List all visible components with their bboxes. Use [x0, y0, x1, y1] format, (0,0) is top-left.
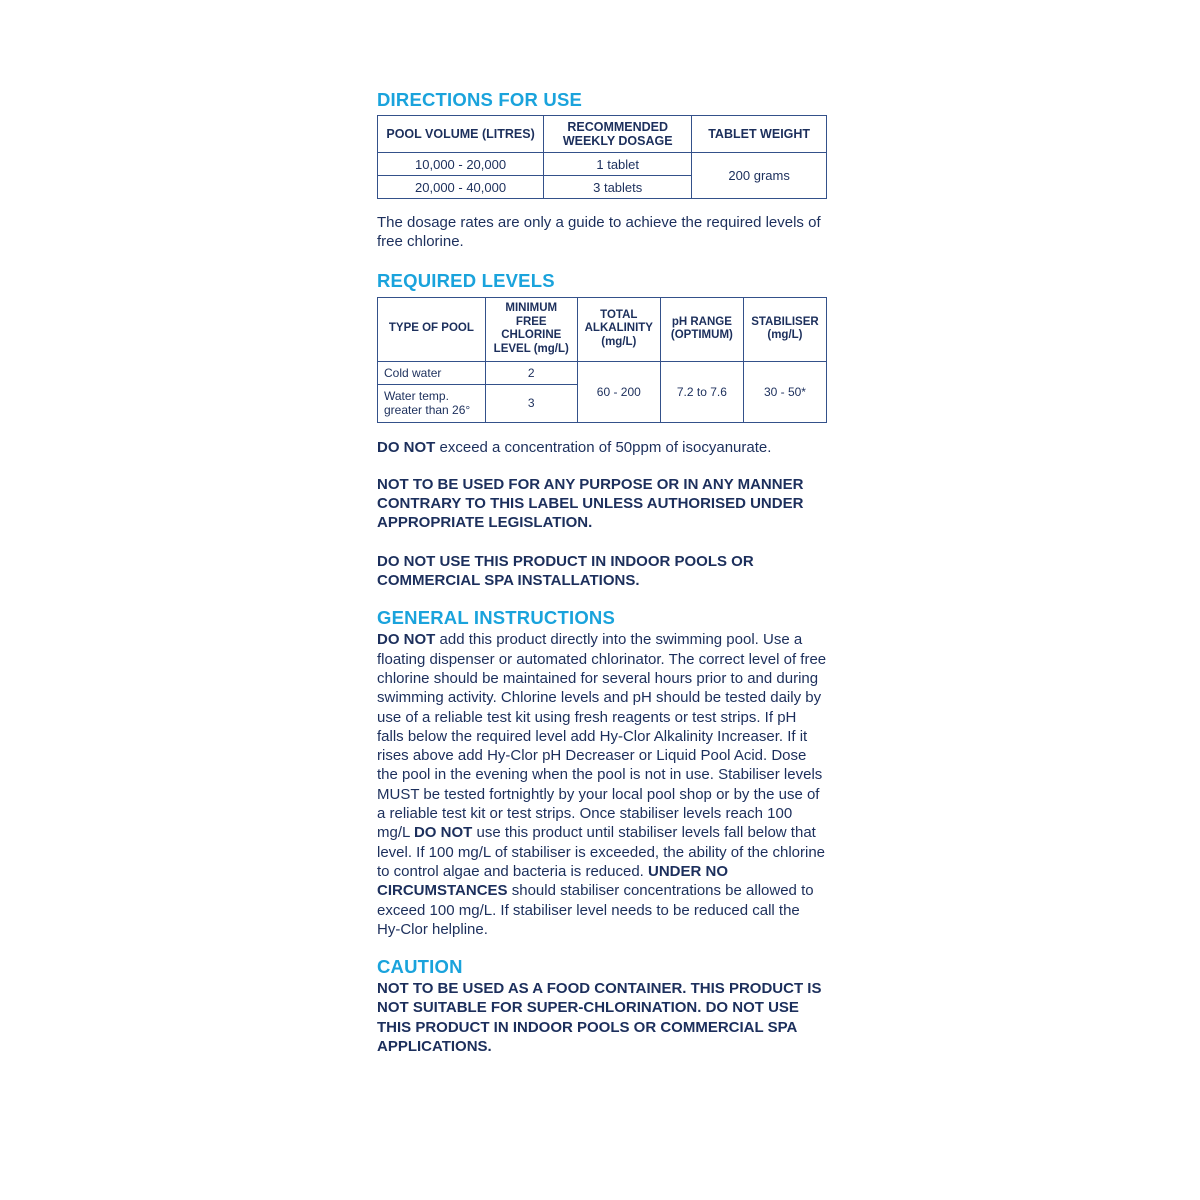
ph-range-header: pH RANGE (OPTIMUM): [660, 297, 743, 361]
do-not-emphasis: DO NOT: [413, 824, 473, 842]
instructions-text: add this product directly into the swimming pool. Use a floating dispenser or automated chlorinator. The correct level of free chlorine should be maintained for several hours prior to and during swimming activity. Chlorine levels and pH should be tested daily by use of a reliable test kit using fresh reagents or test strips. If pH falls below the required level add Hy-Clor Alkalinity Increaser. If it rises above add Hy-Clor pH Decreaser or Liquid Pool Acid. Dose the pool in the evening when the pool is not in use. Stabiliser levels MUST be tested fortnightly by your local pool shop or by the use of a reliable test kit or test strips. Once stabiliser levels reach 100 mg/L: [377, 631, 827, 842]
product-label: [377, 88, 827, 1056]
dosage-table: [377, 115, 827, 199]
required-levels-table: [377, 297, 827, 423]
general-instructions-heading: GENERAL INSTRUCTIONS: [377, 607, 616, 629]
pool-type-header: TYPE OF POOL: [378, 297, 486, 361]
general-instructions-text: [377, 630, 827, 939]
pool-volume-cell: 20,000 - 40,000: [378, 176, 544, 199]
chlorine-cell: 3: [485, 384, 577, 422]
alkalinity-cell: 60 - 200: [577, 361, 660, 422]
concentration-note: [377, 438, 827, 457]
caution-heading: CAUTION: [377, 956, 463, 978]
dosage-note: The dosage rates are only a guide to achieve the required levels of free chlorine.: [377, 214, 821, 251]
stabiliser-header: STABILISER (mg/L): [743, 297, 826, 361]
required-levels-header: [378, 297, 827, 361]
tablet-weight-cell: 200 grams: [692, 153, 827, 199]
alkalinity-header: TOTAL ALKALINITY (mg/L): [577, 297, 660, 361]
weekly-dosage-header: RECOMMENDED WEEKLY DOSAGE: [544, 116, 692, 153]
directions-heading: DIRECTIONS FOR USE: [377, 89, 583, 110]
pool-volume-header: POOL VOLUME (LITRES): [378, 116, 544, 153]
do-not-emphasis: DO NOT: [377, 438, 436, 456]
ph-range-cell: 7.2 to 7.6: [660, 361, 743, 422]
instructions-text: use this product until stabiliser levels fall below that level. If 100 mg/L of stabiliser is exceeded, the ability of the chlorine to control algae and bacteria is reduced.: [377, 824, 826, 880]
dosage-cell: 3 tablets: [544, 176, 692, 199]
dosage-table-header: [378, 116, 827, 153]
pool-type-cell: Water temp. greater than 26°: [378, 384, 486, 422]
tablet-weight-header: TABLET WEIGHT: [692, 116, 827, 153]
required-levels-heading: REQUIRED LEVELS: [377, 269, 555, 291]
dosage-cell: 1 tablet: [544, 153, 692, 176]
legislation-warning: NOT TO BE USED FOR ANY PURPOSE OR IN ANY MANNER CONTRARY TO THIS LABEL UNLESS AUTHORISED UNDER APPROPRIATE LEGISLATION.: [377, 475, 804, 532]
pool-volume-cell: 10,000 - 20,000: [378, 153, 544, 176]
concentration-text: exceed a concentration of 50ppm of isocyanurate.: [439, 438, 772, 456]
instructions-text: should stabiliser concentrations be allowed to exceed 100 mg/L. If stabiliser level needs to be reduced call the Hy-Clor helpline.: [377, 882, 814, 938]
under-no-circumstances-emphasis: UNDER NO CIRCUMSTANCES: [377, 862, 729, 900]
table-row: [378, 153, 827, 176]
pool-type-cell: Cold water: [378, 361, 486, 384]
do-not-emphasis: DO NOT: [377, 631, 436, 649]
indoor-warning: DO NOT USE THIS PRODUCT IN INDOOR POOLS OR COMMERCIAL SPA INSTALLATIONS.: [377, 552, 754, 590]
chlorine-cell: 2: [485, 361, 577, 384]
table-row: [378, 361, 827, 384]
stabiliser-cell: 30 - 50*: [743, 361, 826, 422]
caution-text: NOT TO BE USED AS A FOOD CONTAINER. THIS PRODUCT IS NOT SUITABLE FOR SUPER-CHLORINATION. DO NOT USE THIS PRODUCT IN INDOOR POOLS OR COMMERCIAL SPA APPLICATIONS.: [377, 980, 822, 1056]
min-chlorine-header: MINIMUM FREE CHLORINE LEVEL (mg/L): [485, 297, 577, 361]
